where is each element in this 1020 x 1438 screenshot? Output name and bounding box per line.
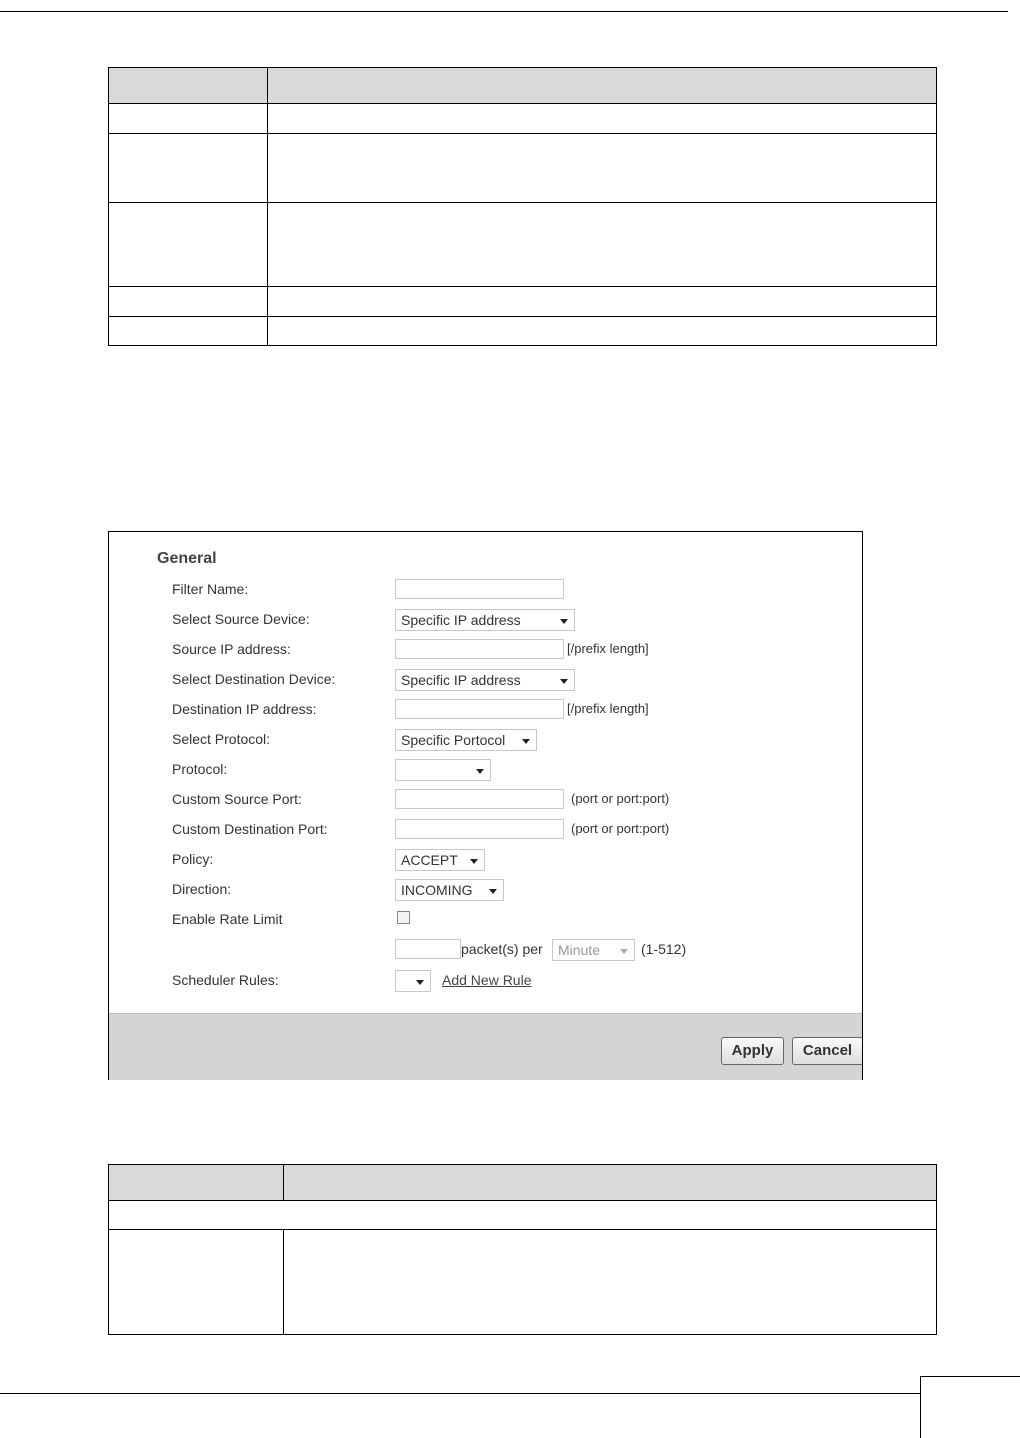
chevron-down-icon [620, 949, 628, 954]
form-footer [109, 1013, 862, 1080]
custom-source-port-input[interactable] [395, 789, 564, 809]
add-new-rule-link[interactable]: Add New Rule [442, 972, 532, 988]
table-header-row [109, 68, 937, 104]
table-header-row [109, 1165, 937, 1201]
destination-ip-hint: [/prefix length] [567, 701, 649, 716]
filter-name-label: Filter Name: [172, 581, 249, 597]
table-row [109, 1201, 937, 1230]
table-row [109, 134, 937, 203]
table-row [109, 104, 937, 134]
page-number-box [920, 1376, 1020, 1438]
chevron-down-icon [470, 859, 478, 864]
select-protocol-select[interactable]: Specific Portocol [395, 729, 537, 751]
custom-source-port-label: Custom Source Port: [172, 791, 302, 807]
direction-select[interactable]: INCOMING [395, 879, 504, 901]
footer-rule [0, 1393, 920, 1394]
scheduler-rules-select[interactable] [395, 970, 431, 992]
destination-device-label: Select Destination Device: [172, 671, 336, 687]
rate-input[interactable] [395, 939, 461, 959]
chevron-down-icon [560, 679, 568, 684]
source-ip-label: Source IP address: [172, 641, 291, 657]
custom-destination-port-hint: (port or port:port) [571, 821, 670, 836]
source-ip-hint: [/prefix length] [567, 641, 649, 656]
policy-label: Policy: [172, 851, 214, 867]
section-title: General [157, 550, 217, 567]
custom-destination-port-label: Custom Destination Port: [172, 821, 328, 837]
table-row [109, 287, 937, 317]
protocol-select[interactable] [395, 759, 491, 781]
chevron-down-icon [560, 619, 568, 624]
table-row [109, 1230, 937, 1335]
custom-destination-port-input[interactable] [395, 819, 564, 839]
custom-source-port-hint: (port or port:port) [571, 791, 670, 806]
policy-select[interactable]: ACCEPT [395, 849, 485, 871]
select-protocol-label: Select Protocol: [172, 731, 271, 747]
destination-ip-label: Destination IP address: [172, 701, 317, 717]
rate-range-hint: (1-512) [641, 941, 687, 957]
header-rule [0, 11, 1008, 12]
protocol-label: Protocol: [172, 761, 228, 777]
chevron-down-icon [416, 980, 424, 985]
cancel-button[interactable]: Cancel [792, 1037, 862, 1065]
table-row [109, 317, 937, 346]
filter-name-input[interactable] [395, 579, 564, 599]
direction-label: Direction: [172, 881, 232, 897]
source-device-label: Select Source Device: [172, 611, 310, 627]
chevron-down-icon [489, 889, 497, 894]
rate-unit-text: packet(s) per [461, 941, 543, 957]
field-description-table-2 [108, 1164, 937, 1335]
destination-device-select[interactable]: Specific IP address [395, 669, 575, 691]
source-ip-input[interactable] [395, 639, 564, 659]
chevron-down-icon [522, 739, 530, 744]
enable-rate-limit-label: Enable Rate Limit [172, 911, 283, 927]
scheduler-rules-label: Scheduler Rules: [172, 972, 279, 988]
apply-button[interactable]: Apply [721, 1037, 784, 1065]
firewall-rule-screenshot [108, 531, 863, 1080]
source-device-select[interactable]: Specific IP address [395, 609, 575, 631]
table-row [109, 203, 937, 287]
enable-rate-limit-checkbox[interactable] [397, 911, 410, 924]
rate-period-select[interactable]: Minute [552, 939, 635, 961]
field-description-table [108, 67, 937, 346]
destination-ip-input[interactable] [395, 699, 564, 719]
chevron-down-icon [476, 769, 484, 774]
